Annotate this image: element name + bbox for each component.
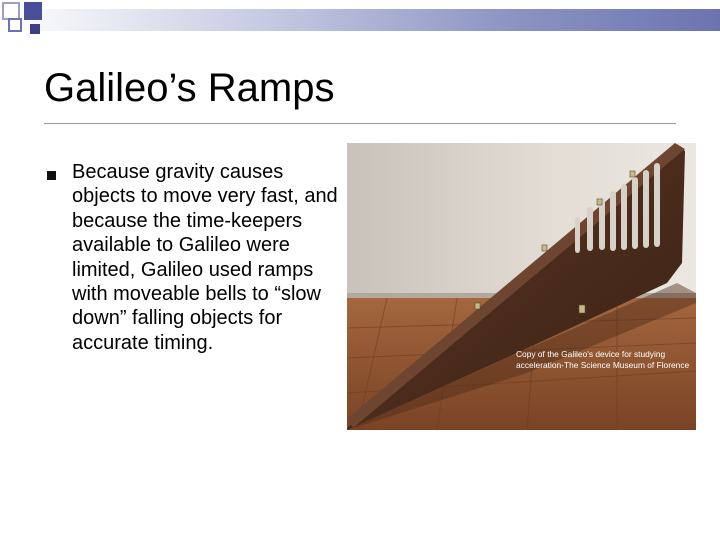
square-bullet-icon <box>47 171 56 180</box>
ramp-photo <box>347 143 696 430</box>
decorative-square <box>24 2 42 20</box>
bullet-text: Because gravity causes objects to move very fast, and because the time-keepers available to Galileo were limited, Galileo used ramps with moveable bells to “slow down” falling objects for accurate timing. <box>72 161 338 354</box>
title-divider <box>44 123 676 124</box>
image-caption: Copy of the Galileo's device for studying acceleration-The Science Museum of Florence <box>516 349 690 370</box>
slide-title: Galileo’s Ramps <box>44 66 335 110</box>
header-bar <box>0 9 720 31</box>
decorative-square <box>8 18 22 32</box>
ramp-illustration <box>347 143 696 430</box>
decorative-square <box>30 24 40 34</box>
